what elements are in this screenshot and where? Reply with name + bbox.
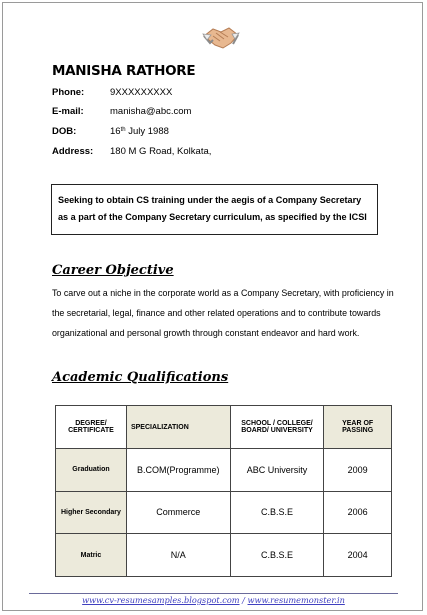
candidate-name: MANISHA RATHORE: [52, 63, 196, 79]
dob-value: [110, 126, 169, 137]
career-objective-heading: Career Objective: [52, 263, 174, 278]
table-row: [56, 534, 392, 577]
address-value: 180 M G Road, Kolkata,: [110, 146, 212, 157]
degree-cell: Higher Secondary: [56, 491, 127, 534]
school-cell: C.B.S.E: [230, 491, 324, 534]
resume-page: [2, 2, 423, 611]
degree-cell: Matric: [56, 534, 127, 577]
dob-suffix: th: [120, 127, 126, 133]
specialization-cell: Commerce: [126, 491, 230, 534]
specialization-cell: B.COM(Programme): [126, 449, 230, 492]
header-specialization: SPECIALIZATION: [126, 406, 230, 449]
email-label: E-mail:: [52, 106, 84, 117]
phone-value: 9XXXXXXXXX: [110, 87, 173, 98]
year-cell: 2006: [324, 491, 392, 534]
academic-heading: Academic Qualifications: [52, 370, 229, 385]
table-header-row: [56, 406, 392, 449]
footer-separator: /: [242, 595, 245, 605]
career-objective-text: To carve out a niche in the corporate world as a Company Secretary, with proficiency in the secretarial, legal, finance and other related operations and to contribute towards organizational and personal growth through constant endeavor and hard work.: [52, 288, 394, 338]
table-row: [56, 449, 392, 492]
academic-table: [55, 405, 392, 577]
dob-label: DOB:: [52, 126, 77, 137]
header-year: YEAR OF PASSING: [324, 406, 392, 449]
degree-cell: Graduation: [56, 449, 127, 492]
header-degree: DEGREE/ CERTIFICATE: [56, 406, 127, 449]
footer-link-blog[interactable]: www.cv-resumesamples.blogspot.com: [82, 595, 240, 605]
summary-box: Seeking to obtain CS training under the aegis of a Company Secretary as a part of the Company Secretary curriculum, as specified by the ICSI: [51, 184, 378, 235]
school-cell: ABC University: [230, 449, 324, 492]
dob-day: 16: [110, 126, 121, 137]
email-value: manisha@abc.com: [110, 106, 192, 117]
footer-divider: [29, 593, 398, 594]
specialization-cell: N/A: [126, 534, 230, 577]
address-label: Address:: [52, 146, 94, 157]
header-school: SCHOOL / COLLEGE/ BOARD/ UNIVERSITY: [230, 406, 324, 449]
year-cell: 2009: [324, 449, 392, 492]
dob-rest: July 1988: [125, 126, 169, 137]
handshake-icon: [201, 16, 241, 56]
table-row: [56, 491, 392, 534]
footer-link-site[interactable]: www.resumemonster.in: [247, 595, 345, 605]
year-cell: 2004: [324, 534, 392, 577]
phone-label: Phone:: [52, 87, 85, 98]
school-cell: C.B.S.E: [230, 534, 324, 577]
footer: [3, 595, 424, 605]
